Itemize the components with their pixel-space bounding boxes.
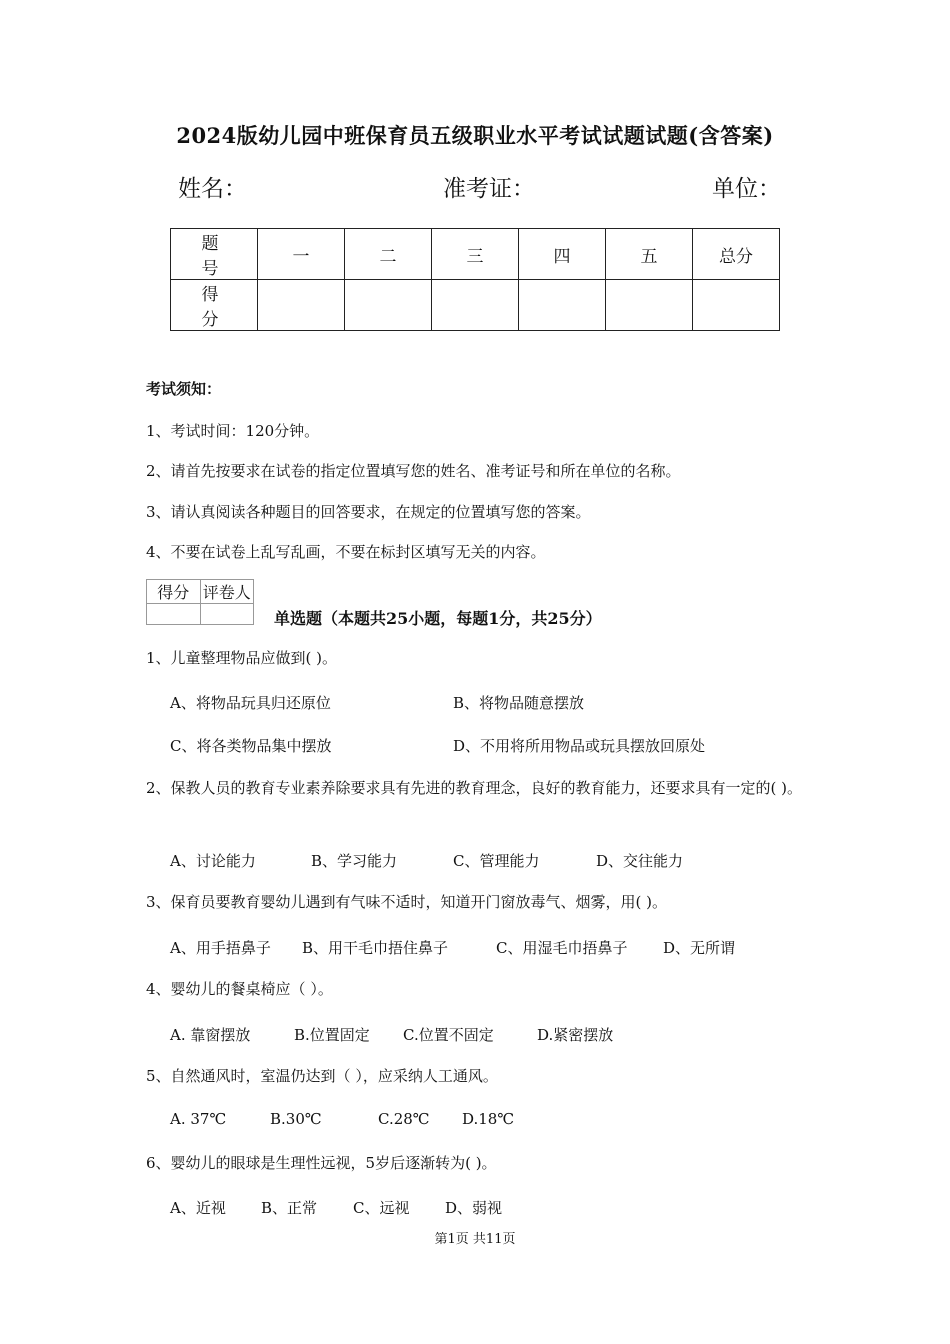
option-c[interactable]: C、远视 [353, 1199, 410, 1217]
option-c[interactable]: C.28℃ [378, 1110, 430, 1128]
grader-score-cell[interactable] [147, 604, 201, 625]
score-cell[interactable] [258, 280, 345, 331]
question-number-header: 题 号 [171, 229, 258, 280]
notice-item: 1、考试时间：120分钟。 [146, 422, 320, 440]
option-a[interactable]: A、讨论能力 [170, 852, 256, 870]
name-label: 姓名： [178, 176, 247, 202]
notice-item: 2、请首先按要求在试卷的指定位置填写您的姓名、准考证号和所在单位的名称。 [146, 462, 681, 480]
option-d[interactable]: D、弱视 [445, 1199, 503, 1217]
section-1-header: 一 [258, 229, 345, 280]
notice-item: 3、请认真阅读各种题目的回答要求，在规定的位置填写您的答案。 [146, 503, 591, 521]
unit-label: 单位： [712, 176, 781, 202]
option-d[interactable]: D、无所谓 [663, 939, 736, 957]
question-stem: 3、保育员要教育婴幼儿遇到有气味不适时，知道开门窗放毒气、烟雾，用( )。 [146, 893, 668, 911]
grader-reviewer-label: 评卷人 [200, 580, 254, 604]
total-score-cell[interactable] [693, 280, 780, 331]
question-stem: 1、儿童整理物品应做到( )。 [146, 649, 338, 667]
option-d[interactable]: D.紧密摆放 [537, 1026, 614, 1044]
question-stem: 5、自然通风时，室温仍达到（ ），应采纳人工通风。 [146, 1067, 498, 1085]
page-footer: 第1页 共11页 [434, 1232, 516, 1247]
grader-reviewer-cell[interactable] [200, 604, 254, 625]
document-title: 2024版幼儿园中班保育员五级职业水平考试试题试题(含答案) [176, 123, 774, 148]
grader-box [146, 579, 254, 625]
option-d[interactable]: D、不用将所用物品或玩具摆放回原处 [453, 737, 706, 755]
score-row-header: 得 分 [171, 280, 258, 331]
option-a[interactable]: A. 37℃ [170, 1110, 227, 1128]
option-c[interactable]: C、用湿毛巾捂鼻子 [496, 939, 628, 957]
score-cell[interactable] [606, 280, 693, 331]
section-4-header: 四 [519, 229, 606, 280]
score-cell[interactable] [519, 280, 606, 331]
option-c[interactable]: C、管理能力 [453, 852, 540, 870]
option-c[interactable]: C、将各类物品集中摆放 [170, 737, 332, 755]
score-cell[interactable] [432, 280, 519, 331]
section-title: 单选题（本题共25小题，每题1分，共25分） [274, 609, 602, 628]
question-stem: 2、保教人员的教育专业素养除要求具有先进的教育理念，良好的教育能力，还要求具有一定的( )。 [146, 779, 803, 797]
option-c[interactable]: C.位置不固定 [403, 1026, 494, 1044]
section-5-header: 五 [606, 229, 693, 280]
option-b[interactable]: B、将物品随意摆放 [453, 694, 585, 712]
option-a[interactable]: A、用手捂鼻子 [170, 939, 271, 957]
question-stem: 4、婴幼儿的餐桌椅应（ ）。 [146, 980, 333, 998]
option-b[interactable]: B、正常 [261, 1199, 318, 1217]
question-stem: 6、婴幼儿的眼球是生理性远视，5岁后逐渐转为( )。 [146, 1154, 497, 1172]
notice-item: 4、不要在试卷上乱写乱画，不要在标封区填写无关的内容。 [146, 543, 546, 561]
score-table [170, 228, 780, 331]
section-2-header: 二 [345, 229, 432, 280]
score-table-header-row [171, 229, 780, 280]
option-a[interactable]: A、近视 [170, 1199, 226, 1217]
option-b[interactable]: B.位置固定 [294, 1026, 370, 1044]
ticket-number-label: 准考证： [443, 176, 535, 202]
option-b[interactable]: B、用干毛巾捂住鼻子 [302, 939, 449, 957]
total-header: 总分 [693, 229, 780, 280]
option-d[interactable]: D.18℃ [462, 1110, 515, 1128]
option-b[interactable]: B.30℃ [270, 1110, 322, 1128]
notice-title: 考试须知： [146, 380, 222, 398]
grader-score-label: 得分 [147, 580, 201, 604]
option-a[interactable]: A、将物品玩具归还原位 [170, 694, 331, 712]
score-table-score-row [171, 280, 780, 331]
score-cell[interactable] [345, 280, 432, 331]
option-b[interactable]: B、学习能力 [311, 852, 398, 870]
option-a[interactable]: A. 靠窗摆放 [170, 1026, 251, 1044]
option-d[interactable]: D、交往能力 [596, 852, 684, 870]
section-3-header: 三 [432, 229, 519, 280]
